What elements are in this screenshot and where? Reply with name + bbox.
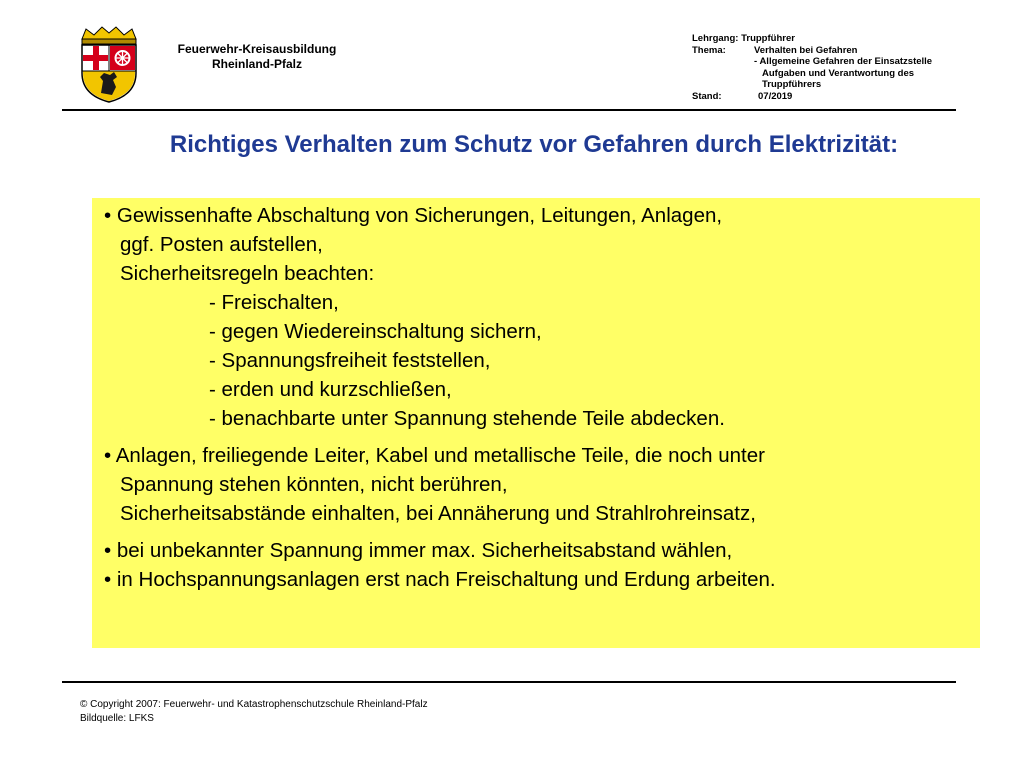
footer — [80, 698, 428, 726]
date-value: 07/2019 — [758, 90, 793, 102]
bullet-1-sub-5: - benachbarte unter Spannung stehende Teile abdecken. — [209, 407, 725, 430]
topic-sub-3: Truppführers — [762, 79, 822, 90]
slide-content — [104, 201, 976, 594]
image-source-text: Bildquelle: LFKS — [80, 713, 154, 724]
organization-name — [150, 42, 364, 72]
slide-title: Richtiges Verhalten zum Schutz vor Gefahren durch Elektrizität: — [169, 131, 899, 158]
org-line-2: Rheinland-Pfalz — [211, 57, 302, 71]
topic-label: Thema: — [692, 44, 726, 56]
bullet-2-line-2: Spannung stehen könnten, nicht berühren, — [120, 473, 508, 496]
coat-of-arms-icon — [76, 25, 142, 103]
bullet-1-sub-4: - erden und kurzschließen, — [209, 378, 452, 401]
course-meta — [692, 33, 992, 102]
topic-sub-2: Aufgaben und Verantwortung des — [762, 67, 915, 79]
org-line-1: Feuerwehr-Kreisausbildung — [177, 42, 337, 56]
course-label: Lehrgang: — [692, 33, 739, 44]
course-value: Truppführer — [741, 33, 795, 44]
topic-value: Verhalten bei Gefahren — [754, 44, 858, 56]
bullet-1-line-2: ggf. Posten aufstellen, — [120, 233, 323, 256]
bullet-1-line-3: Sicherheitsregeln beachten: — [120, 262, 375, 285]
bullet-1-sub-3: - Spannungsfreiheit feststellen, — [209, 349, 491, 372]
bullet-2-line-3: Sicherheitsabstände einhalten, bei Annäherung und Strahlrohreinsatz, — [120, 502, 756, 525]
copyright-text: © Copyright 2007: Feuerwehr- und Katastrophenschutzschule Rheinland-Pfalz — [80, 699, 428, 710]
bullet-4: • in Hochspannungsanlagen erst nach Freischaltung und Erdung arbeiten. — [104, 568, 776, 591]
bullet-1-sub-1: - Freischalten, — [209, 291, 339, 314]
topic-sub-1: - Allgemeine Gefahren der Einsatzstelle — [754, 56, 933, 67]
bullet-2-line-1: • Anlagen, freiliegende Leiter, Kabel und metallische Teile, die noch unter — [104, 444, 765, 467]
footer-divider — [62, 681, 956, 683]
bullet-3: • bei unbekannter Spannung immer max. Sicherheitsabstand wählen, — [104, 539, 733, 562]
bullet-1-line-1: • Gewissenhafte Abschaltung von Sicherungen, Leitungen, Anlagen, — [104, 204, 723, 227]
header-divider — [62, 109, 956, 111]
date-label: Stand: — [692, 90, 722, 102]
bullet-1-sub-2: - gegen Wiedereinschaltung sichern, — [209, 320, 542, 343]
